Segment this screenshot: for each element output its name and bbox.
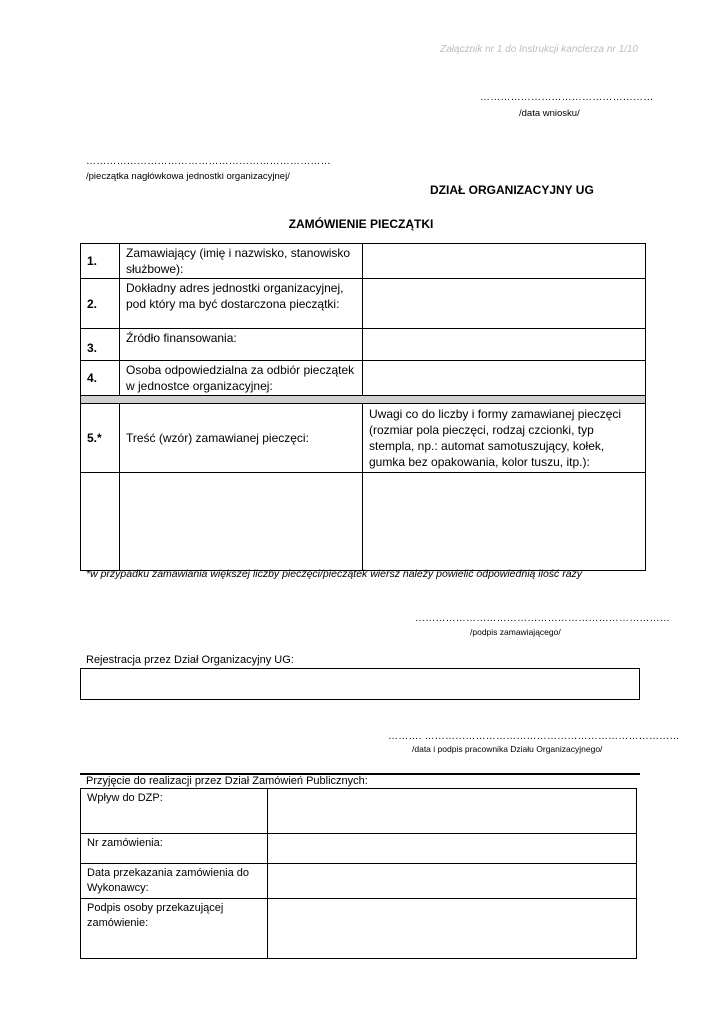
acceptance-row	[81, 864, 637, 899]
acceptance-row	[81, 789, 637, 834]
row-label: Treść (wzór) zamawianej pieczęci:	[120, 404, 363, 473]
receiver-field[interactable]	[363, 361, 646, 396]
footnote	[86, 568, 582, 580]
remarks-field[interactable]	[363, 473, 646, 571]
form-row	[81, 404, 646, 473]
stamp-content-field[interactable]	[120, 473, 363, 571]
page-title	[0, 217, 724, 231]
handover-signature-field[interactable]	[268, 899, 637, 959]
row-label: Dokładny adres jednostki organizacyjnej, pod który ma być dostarczona pieczątki:	[120, 279, 363, 329]
dzp-receipt-field[interactable]	[268, 789, 637, 834]
form-row	[81, 473, 646, 571]
acceptance-row-label: Data przekazania zamówienia do Wykonawcy:	[81, 864, 268, 899]
row-label: Źródło finansowania:	[120, 329, 363, 361]
row-number: 4.	[81, 361, 120, 396]
separator	[81, 396, 646, 404]
stamp-line: ………………………………………………………………	[86, 156, 331, 167]
footnote-text: *w przypadku zamawiania większej liczby pieczęci/pieczątek wiersz należy powielić odpowiednią ilość razy	[86, 568, 583, 580]
department-title: DZIAŁ ORGANIZACYJNY UG	[430, 183, 594, 197]
form-row	[81, 244, 646, 279]
staff-signature-label: /data i podpis pracownika Działu Organizacyjnego/	[412, 744, 603, 754]
page-title-text: ZAMÓWIENIE PIECZĄTKI	[288, 217, 434, 231]
remarks-label: Uwagi co do liczby i formy zamawianej pieczęci (rozmiar pola pieczęci, rodzaj czcionki, typ stempla, np.: automat samotuszujący, kołek, gumka bez opakowania, kolor tuszu, itp.):	[363, 404, 646, 473]
orderer-field[interactable]	[363, 244, 646, 279]
registration-label: Rejestracja przez Dział Organizacyjny UG:	[86, 654, 294, 666]
form-row	[81, 279, 646, 329]
form-row	[81, 361, 646, 396]
orderer-signature-line: …………………………………………………………………	[415, 613, 670, 624]
staff-signature-line: ………. …………………………………………………………………	[388, 731, 680, 742]
acceptance-row	[81, 834, 637, 864]
acceptance-table	[80, 788, 637, 959]
registration-field[interactable]	[80, 668, 640, 700]
funding-field[interactable]	[363, 329, 646, 361]
attachment-note: Załącznik nr 1 do Instrukcji kanclerza nr 1/10	[440, 44, 638, 55]
row-number: 1.	[81, 244, 120, 279]
empty-cell	[81, 473, 120, 571]
orderer-signature-label: /podpis zamawiającego/	[470, 627, 561, 637]
acceptance-row-label: Podpis osoby przekazującej zamówienie:	[81, 899, 268, 959]
acceptance-row-label: Wpływ do DZP:	[81, 789, 268, 834]
handover-date-field[interactable]	[268, 864, 637, 899]
order-number-field[interactable]	[268, 834, 637, 864]
acceptance-row-label: Nr zamówienia:	[81, 834, 268, 864]
row-label: Zamawiający (imię i nazwisko, stanowisko służbowe):	[120, 244, 363, 279]
separator-row	[81, 396, 646, 404]
date-signature-line: ……………………………………………	[480, 92, 654, 103]
date-label: /data wniosku/	[519, 108, 580, 119]
row-number: 2.	[81, 279, 120, 329]
address-field[interactable]	[363, 279, 646, 329]
form-row	[81, 329, 646, 361]
row-number: 5.*	[81, 404, 120, 473]
row-number: 3.	[81, 329, 120, 361]
row-label: Osoba odpowiedzialna za odbiór pieczątek w jednostce organizacyjnej:	[120, 361, 363, 396]
acceptance-row	[81, 899, 637, 959]
stamp-label: /pieczątka nagłówkowa jednostki organizacyjnej/	[86, 171, 290, 182]
order-form-table	[80, 243, 646, 571]
acceptance-label: Przyjęcie do realizacji przez Dział Zamówień Publicznych:	[86, 775, 368, 787]
